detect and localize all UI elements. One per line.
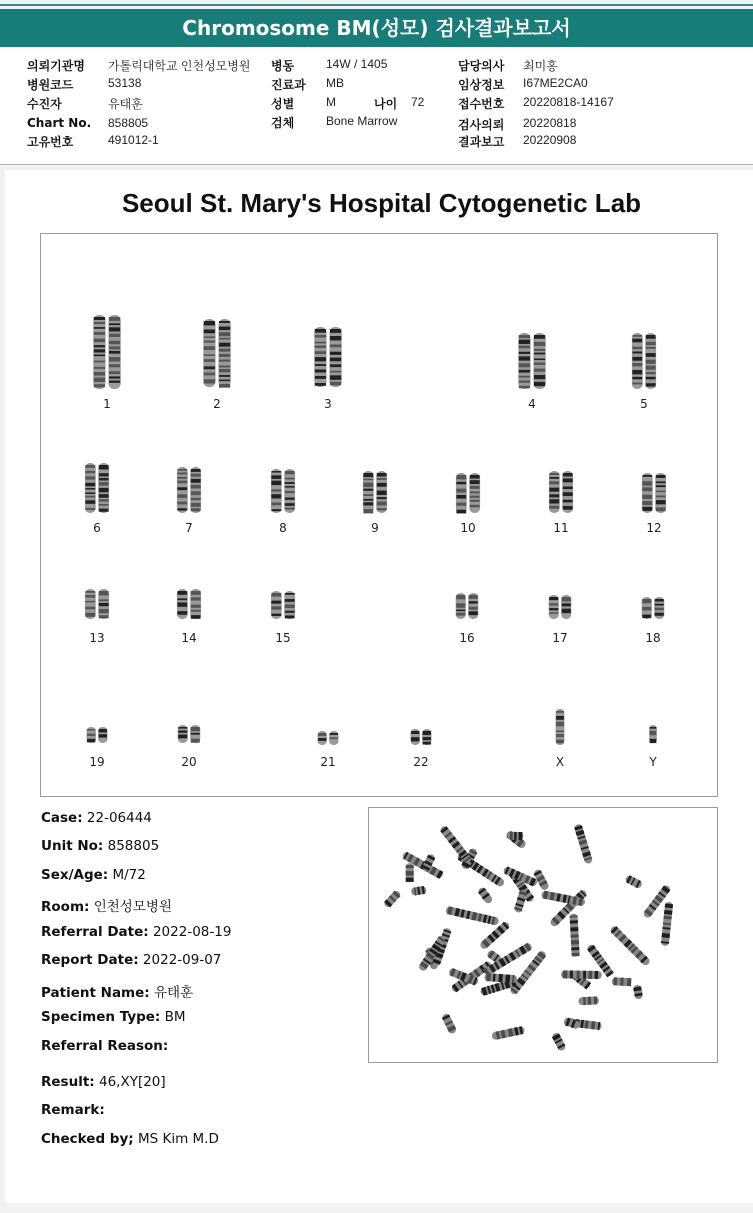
- chromosome-6: [80, 462, 114, 537]
- value-unique-id: 491012-1: [108, 133, 159, 147]
- metaphase-chromosome: [484, 973, 517, 983]
- value-patient: 유태훈: [108, 97, 143, 111]
- chromosome-label: 6: [93, 521, 101, 535]
- label-department: 진료과: [271, 78, 306, 92]
- chromosome-pair-10: [451, 472, 485, 514]
- sex-age-label: Sex/Age:: [41, 867, 109, 883]
- label-chart-no: Chart No.: [27, 116, 92, 130]
- chromosome-pair-3: [309, 326, 347, 388]
- chromosome-label: 19: [89, 755, 105, 769]
- metaphase-chromosome: [624, 874, 643, 889]
- value-chart-no: 858805: [108, 116, 149, 130]
- chromosome-x: [550, 708, 570, 771]
- unit-no-row: [41, 838, 159, 854]
- sex-age-row: [41, 867, 146, 883]
- chromosome-pair-7: [172, 466, 206, 514]
- metaphase-chromosome: [411, 886, 427, 896]
- chromosome-19: [82, 726, 112, 771]
- specimen-type-value: BM: [164, 1009, 186, 1025]
- chromosome-pair-9: [358, 470, 392, 514]
- room-value: 인천성모병원: [93, 899, 172, 915]
- metaphase-chromosome: [551, 1032, 567, 1052]
- unit-no-label: Unit No:: [41, 838, 104, 854]
- value-clinical-info: I67ME2CA0: [523, 76, 588, 90]
- chromosome-label: 8: [279, 521, 287, 535]
- case-value: 22-06444: [86, 810, 152, 826]
- room-label: Room:: [41, 899, 90, 915]
- value-physician: 최미홍: [523, 59, 558, 73]
- karyogram-panel: [40, 233, 718, 797]
- chromosome-pair-20: [173, 724, 205, 744]
- chromosome-pair-x: [550, 708, 570, 746]
- chromosome-10: [451, 472, 485, 537]
- metaphase-chromosome: [609, 925, 651, 967]
- chromosome-label: 22: [413, 755, 429, 769]
- metaphase-chromosome: [477, 886, 494, 905]
- checked-by-label: Checked by;: [41, 1131, 134, 1147]
- case-label: Case:: [41, 810, 83, 826]
- referral-reason-label: Referral Reason:: [41, 1038, 169, 1054]
- remark-row: [41, 1102, 105, 1118]
- referral-date-row: [41, 924, 231, 940]
- remark-label: Remark:: [41, 1102, 105, 1118]
- metaphase-spread: [369, 808, 717, 1062]
- label-ward: 병동: [271, 59, 295, 73]
- value-age: 72: [411, 95, 425, 109]
- metaphase-chromosome: [508, 832, 524, 840]
- metaphase-chromosome: [574, 823, 594, 864]
- report-date-row: [41, 952, 221, 968]
- chromosome-label: 3: [324, 397, 332, 411]
- chromosome-pair-18: [637, 596, 669, 620]
- chromosome-label: 14: [181, 631, 197, 645]
- chromosome-label: 13: [89, 631, 105, 645]
- chromosome-14: [172, 588, 206, 647]
- label-clinical-info: 임상정보: [458, 78, 505, 92]
- report-date-value: 2022-09-07: [142, 952, 222, 968]
- metaphase-chromosome: [491, 1026, 525, 1041]
- chromosome-21: [313, 730, 343, 771]
- metaphase-chromosome: [406, 863, 414, 882]
- chromosome-5: [627, 332, 661, 413]
- chromosome-pair-y: [644, 724, 662, 744]
- chromosome-pair-5: [627, 332, 661, 390]
- label-physician: 담당의사: [458, 59, 505, 73]
- value-request-date: 20220818: [523, 116, 577, 130]
- chromosome-label: 2: [213, 397, 221, 411]
- chromosome-label: 12: [646, 521, 662, 535]
- unit-no-value: 858805: [107, 838, 160, 854]
- chromosome-label: 17: [552, 631, 568, 645]
- chromosome-label: 5: [640, 397, 648, 411]
- chromosome-pair-21: [313, 730, 343, 746]
- chromosome-label: 10: [460, 521, 476, 535]
- referral-reason-row: [41, 1038, 168, 1054]
- metaphase-chromosome: [445, 906, 499, 926]
- metaphase-chromosome: [578, 996, 599, 1005]
- value-accession-no: 20220818-14167: [523, 95, 614, 109]
- label-age: 나이: [374, 97, 398, 111]
- referral-date-label: Referral Date:: [41, 924, 149, 940]
- result-label: Result:: [41, 1074, 95, 1090]
- chromosome-label: 18: [645, 631, 661, 645]
- metaphase-chromosome: [383, 889, 402, 909]
- chromosome-pair-14: [172, 588, 206, 620]
- chromosome-pair-4: [513, 332, 551, 390]
- chromosome-9: [358, 470, 392, 537]
- patient-name-label: Patient Name:: [41, 985, 150, 1001]
- chromosome-pair-16: [451, 592, 483, 620]
- specimen-type-row: [41, 1009, 186, 1025]
- chromosome-pair-12: [637, 472, 671, 514]
- chromosome-pair-15: [266, 590, 300, 620]
- chromosome-pair-13: [80, 588, 114, 620]
- case-row: [41, 810, 152, 826]
- report-date-label: Report Date:: [41, 952, 139, 968]
- label-hospital-code: 병원코드: [27, 78, 74, 92]
- chromosome-pair-11: [544, 470, 578, 514]
- value-ward: 14W / 1405: [326, 57, 388, 71]
- label-request-date: 검사의뢰: [458, 118, 505, 132]
- top-accent-line: [0, 4, 753, 6]
- value-specimen: Bone Marrow: [326, 114, 398, 128]
- chromosome-pair-1: [88, 314, 126, 390]
- checked-by-row: [41, 1131, 219, 1147]
- value-hospital-code: 53138: [108, 76, 142, 90]
- chromosome-label: 11: [553, 521, 569, 535]
- metaphase-chromosome: [441, 1013, 457, 1035]
- chromosome-11: [544, 470, 578, 537]
- chromosome-18: [637, 596, 669, 647]
- value-sex: M: [326, 95, 336, 109]
- report-title: Chromosome BM(성모) 검사결과보고서: [0, 9, 753, 47]
- chromosome-label: 21: [320, 755, 336, 769]
- chromosome-label: 9: [371, 521, 379, 535]
- label-patient: 수진자: [27, 97, 62, 111]
- chromosome-label: 4: [528, 397, 536, 411]
- chromosome-label: 1: [103, 397, 111, 411]
- chromosome-15: [266, 590, 300, 647]
- chromosome-4: [513, 332, 551, 413]
- label-report-date: 결과보고: [458, 135, 505, 149]
- chromosome-label: 20: [181, 755, 197, 769]
- chromosome-label: 7: [185, 521, 193, 535]
- chromosome-pair-22: [406, 728, 436, 746]
- metaphase-chromosome: [513, 889, 527, 914]
- label-accession-no: 접수번호: [458, 97, 505, 111]
- chromosome-pair-6: [80, 462, 114, 514]
- patient-name-value: 유태훈: [153, 985, 194, 1001]
- chromosome-label: 15: [275, 631, 291, 645]
- chromosome-label: Y: [649, 755, 657, 769]
- chromosome-label: 16: [459, 631, 475, 645]
- chromosome-7: [172, 466, 206, 537]
- metaphase-chromosome: [633, 984, 643, 999]
- chromosome-13: [80, 588, 114, 647]
- label-referring-institution: 의뢰기관명: [27, 59, 85, 73]
- chromosome-2: [198, 318, 236, 413]
- lab-title: Seoul St. Mary's Hospital Cytogenetic Lab: [121, 188, 642, 218]
- chromosome-1: [88, 314, 126, 413]
- result-row: [41, 1074, 166, 1090]
- room-row: [41, 895, 172, 915]
- chromosome-3: [309, 326, 347, 413]
- metaphase-chromosome: [661, 902, 674, 947]
- referral-date-value: 2022-08-19: [152, 924, 232, 940]
- chromosome-y: [644, 724, 662, 771]
- metaphase-chromosome: [569, 913, 579, 956]
- label-specimen: 검체: [271, 116, 295, 130]
- label-sex: 성별: [271, 97, 295, 111]
- chromosome-22: [406, 728, 436, 771]
- chromosome-pair-17: [544, 594, 576, 620]
- metaphase-chromosome: [561, 970, 602, 979]
- value-report-date: 20220908: [523, 133, 577, 147]
- checked-by-value: MS Kim M.D: [137, 1131, 219, 1147]
- chromosome-8: [266, 468, 300, 537]
- chromosome-label: X: [555, 755, 565, 769]
- chromosome-pair-8: [266, 468, 300, 514]
- value-department: MB: [326, 76, 344, 90]
- info-panel: [0, 47, 753, 165]
- chromosome-16: [451, 592, 483, 647]
- metaphase-chromosome: [612, 977, 632, 986]
- label-unique-id: 고유번호: [27, 135, 74, 149]
- chromosome-20: [173, 724, 205, 771]
- chromosome-12: [637, 472, 671, 537]
- chromosome-17: [544, 594, 576, 647]
- specimen-type-label: Specimen Type:: [41, 1009, 161, 1025]
- value-referring-institution: 가톨릭대학교 인천성모병원: [108, 59, 251, 73]
- result-value: 46,XY[20]: [98, 1074, 166, 1090]
- chromosome-pair-2: [198, 318, 236, 388]
- metaphase-image: [368, 807, 718, 1063]
- patient-name-row: [41, 981, 193, 1001]
- metaphase-chromosome: [439, 825, 473, 865]
- chromosome-pair-19: [82, 726, 112, 744]
- sex-age-value: M/72: [112, 867, 146, 883]
